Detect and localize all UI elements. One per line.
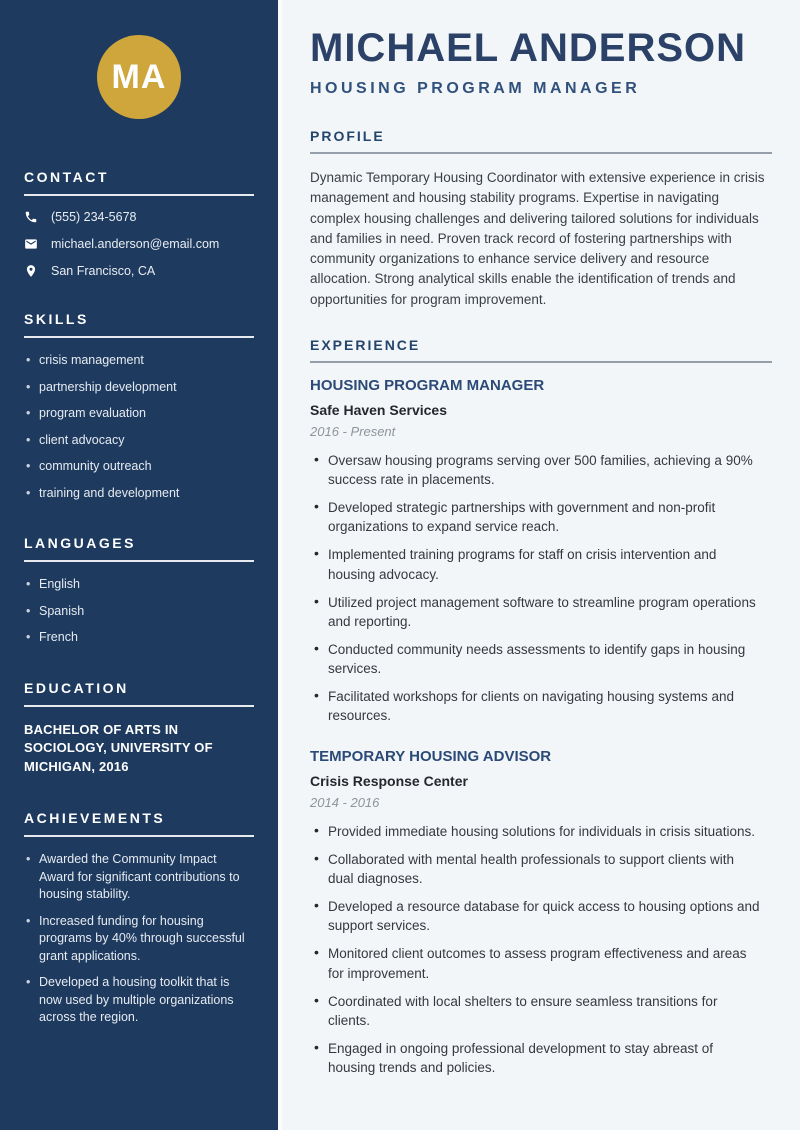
- achievements-list: [24, 851, 254, 1027]
- list-item: • Increased funding for housing programs by 40% through successful grant applications.: [24, 913, 254, 966]
- list-item: • French: [24, 629, 254, 647]
- sidebar-section-skills: [24, 311, 254, 502]
- job-entry: [310, 748, 772, 1078]
- list-item: • Facilitated workshops for clients on navigating housing systems and resources.: [310, 687, 762, 725]
- list-item: • Conducted community needs assessments to identify gaps in housing services.: [310, 640, 762, 678]
- skills-heading: SKILLS: [24, 311, 89, 327]
- sidebar-section-languages: [24, 535, 254, 647]
- job-dates: 2014 - 2016: [310, 794, 380, 810]
- languages-list: [24, 576, 254, 647]
- avatar-initials: MA: [111, 57, 167, 96]
- sidebar-section-education: [24, 680, 254, 778]
- contact-heading: CONTACT: [24, 169, 109, 185]
- list-item: • Monitored client outcomes to assess program effectiveness and areas for improvement.: [310, 944, 762, 982]
- experience-section: [310, 337, 772, 1078]
- list-item: • Oversaw housing programs serving over 500 families, achieving a 90% success rate in placements.: [310, 451, 762, 489]
- achievements-heading: ACHIEVEMENTS: [24, 810, 166, 827]
- list-item: • Provided immediate housing solutions for individuals in crisis situations.: [310, 822, 762, 841]
- list-item: • Spanish: [24, 603, 254, 621]
- contact-location: [24, 264, 254, 278]
- list-item: • crisis management: [24, 352, 254, 370]
- list-item: • Developed strategic partnerships with government and non-profit organizations to expand service reach.: [310, 498, 762, 536]
- education-degree: BACHELOR OF ARTS IN SOCIOLOGY, UNIVERSITY OF MICHIGAN, 2016: [24, 721, 213, 775]
- profile-text: Dynamic Temporary Housing Coordinator with extensive experience in crisis management and housing stability programs. Expertise in navigating complex housing challenges and delivering tailored solutions for individuals and families in need. Proven track record of fostering partnerships with community organizations to enhance service delivery and resource allocation. Strong analytical skills enable the identification of trends and opportunities for program improvement.: [310, 170, 765, 307]
- list-item: • English: [24, 576, 254, 594]
- profile-section: [310, 128, 772, 310]
- list-item: • Developed a housing toolkit that is now used by multiple organizations across the region.: [24, 974, 254, 1027]
- job-entry: [310, 377, 772, 726]
- contact-list: [24, 210, 254, 278]
- contact-divider: [24, 194, 254, 196]
- job-title: TEMPORARY HOUSING ADVISOR: [310, 747, 552, 765]
- list-item: • Developed a resource database for quick access to housing options and support services.: [310, 897, 762, 935]
- education-heading: EDUCATION: [24, 679, 129, 696]
- profile-divider: [310, 152, 772, 154]
- sidebar-section-contact: [24, 169, 254, 278]
- phone-icon: [24, 210, 38, 224]
- experience-heading: EXPERIENCE: [310, 336, 421, 353]
- list-item: • training and development: [24, 485, 254, 503]
- list-item: • Utilized project management software to streamline program operations and reporting.: [310, 593, 762, 631]
- contact-phone-text: (555) 234-5678: [51, 210, 137, 224]
- profile-heading: PROFILE: [310, 128, 385, 144]
- job-bullets: [310, 451, 772, 726]
- languages-heading: LANGUAGES: [24, 535, 136, 551]
- list-item: • community outreach: [24, 458, 254, 476]
- contact-location-text: San Francisco, CA: [51, 264, 156, 278]
- languages-divider: [24, 560, 254, 562]
- contact-email-text: michael.anderson@email.com: [51, 237, 220, 251]
- list-item: • Implemented training programs for staff on crisis intervention and housing advocacy.: [310, 545, 762, 583]
- job-title: HOUSING PROGRAM MANAGER: [310, 376, 545, 394]
- skills-divider: [24, 336, 254, 338]
- mail-icon: [24, 237, 38, 251]
- contact-phone: [24, 210, 254, 224]
- job-subtitle: HOUSING PROGRAM MANAGER: [310, 80, 641, 97]
- achievements-divider: [24, 835, 254, 837]
- main-content: [282, 0, 800, 1130]
- location-icon: [24, 264, 38, 278]
- list-item: • Collaborated with mental health professionals to support clients with dual diagnoses.: [310, 850, 762, 888]
- list-item: • program evaluation: [24, 405, 254, 423]
- job-bullets: [310, 822, 772, 1078]
- experience-divider: [310, 361, 772, 363]
- list-item: • partnership development: [24, 379, 254, 397]
- skills-list: [24, 352, 254, 502]
- sidebar: [0, 0, 282, 1130]
- job-company: Crisis Response Center: [310, 772, 468, 789]
- list-item: • Engaged in ongoing professional development to stay abreast of housing trends and policies.: [310, 1039, 762, 1077]
- sidebar-section-achievements: [24, 810, 254, 1027]
- list-item: • client advocacy: [24, 432, 254, 450]
- job-dates: 2016 - Present: [310, 423, 396, 439]
- list-item: • Awarded the Community Impact Award for significant contributions to housing stability.: [24, 851, 254, 904]
- job-company: Safe Haven Services: [310, 401, 447, 418]
- contact-email: [24, 237, 254, 251]
- list-item: • Coordinated with local shelters to ensure seamless transitions for clients.: [310, 992, 762, 1030]
- page-title: MICHAEL ANDERSON: [310, 26, 747, 70]
- avatar: [97, 35, 181, 119]
- education-divider: [24, 705, 254, 707]
